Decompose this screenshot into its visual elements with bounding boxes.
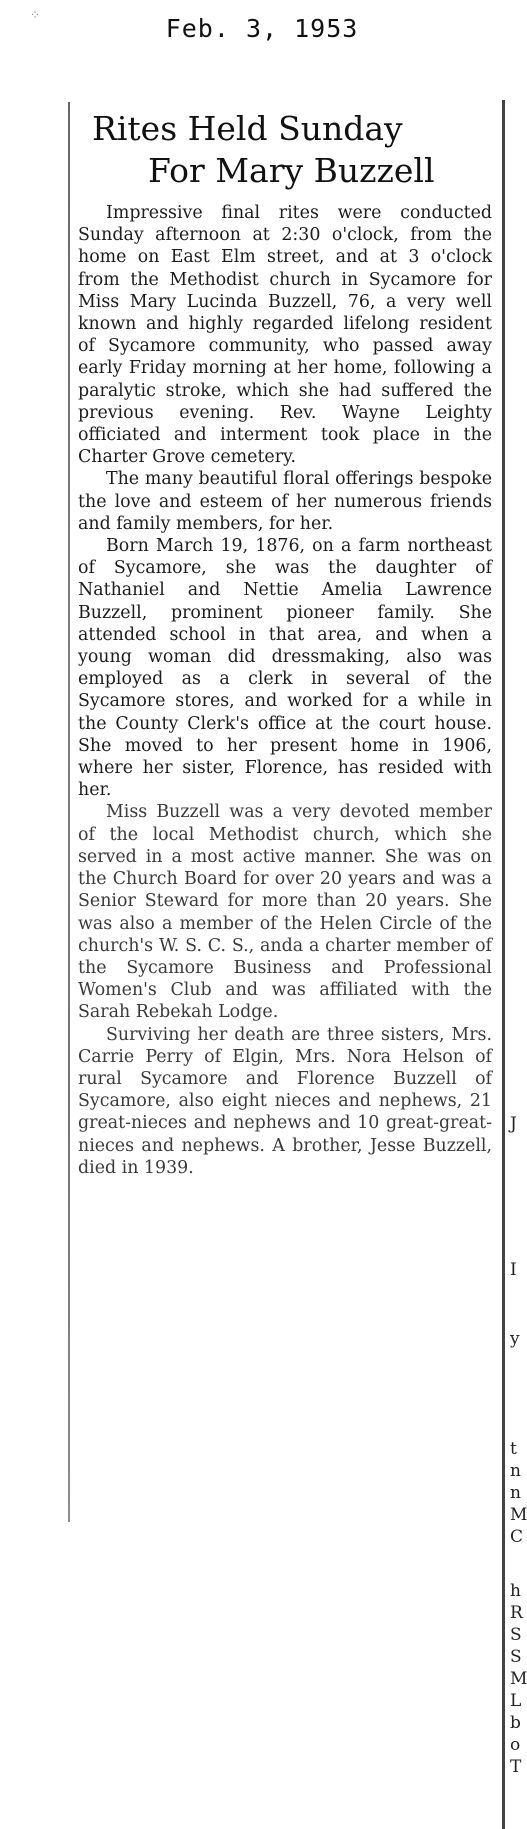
adjacent-column-fragment: n (510, 1483, 521, 1503)
adjacent-column-fragment: I (510, 1260, 517, 1280)
adjacent-column-fragment: S (510, 1625, 522, 1645)
adjacent-column-fragment: L (510, 1691, 522, 1711)
adjacent-column-fragment: T (510, 1757, 522, 1777)
adjacent-column-fragment: M (510, 1505, 527, 1525)
article-paragraph: Born March 19, 1876, on a farm northeast of Sycamore, she was the daughter of Nathaniel and Nettie Amelia Lawrence Buzzell, prominent pioneer family. She attended school in that area, and when a young woman did dressmaking, also was employed as a clerk in several of the Sycamore stores, and worked for a while in the County Clerk's office at the court house. She moved to her present home in 1906, where her sister, Florence, has resided with her. (78, 536, 492, 801)
adjacent-column-fragment: n (510, 1461, 521, 1481)
article-paragraph: Impressive final rites were conducted Sunday afternoon at 2:30 o'clock, from the home on East Elm street, and at 3 o'clock from the Methodist church in Sycamore for Miss Mary Lucinda Buzzell, 76, a very well known and highly regarded lifelong resident of Sycamore community, who passed away early Friday morning at her home, following a paralytic stroke, which she had suffered the previous evening. Rev. Wayne Leighty officiated and interment took place in the Charter Grove cemetery. (78, 203, 492, 468)
adjacent-column-fragment: t (510, 1439, 517, 1459)
column-rule-left (68, 102, 70, 1522)
adjacent-column-fragment: R (510, 1603, 523, 1623)
adjacent-column-fragment: h (510, 1581, 521, 1601)
adjacent-column-fragment: C (510, 1527, 524, 1547)
headline-line-2: For Mary Buzzell (148, 151, 435, 190)
article-headline (78, 108, 492, 192)
article-paragraph: Miss Buzzell was a very devoted member of the local Methodist church, which she served in a most active manner. She was on the Church Board for over 20 years and was a Senior Steward for more than 20 years. She was also a member of the Helen Circle of the church's W. S. C. S., anda a charter member of the Sycamore Business and Professional Women's Club and was affiliated with the Sarah Rebekah Lodge. (78, 802, 492, 1023)
column-rule-right (502, 100, 505, 1829)
scan-smudge: ⁘ (30, 8, 41, 22)
adjacent-column-fragment: M (510, 1669, 527, 1689)
headline-line-1: Rites Held Sunday (92, 109, 403, 148)
adjacent-column-fragment: b (510, 1713, 521, 1733)
adjacent-column-fragment: J (510, 1114, 517, 1134)
article-paragraph: Surviving her death are three sisters, Mrs. Carrie Perry of Elgin, Mrs. Nora Helson of rural Sycamore and Florence Buzzell of Sycamore, also eight nieces and nephews, 21 great-nieces and nephews and 10 great-great-nieces and nephews. A brother, Jesse Buzzell, died in 1939. (78, 1024, 492, 1178)
adjacent-column-fragment: y (510, 1329, 520, 1349)
adjacent-column-fragment: o (510, 1735, 521, 1755)
clipping-date: Feb. 3, 1953 (165, 14, 359, 43)
obituary-article (78, 108, 492, 1179)
adjacent-column-fragment: S (510, 1647, 522, 1667)
article-paragraph: The many beautiful floral offerings bespoke the love and esteem of her numerous friends and family members, for her. (78, 469, 492, 534)
